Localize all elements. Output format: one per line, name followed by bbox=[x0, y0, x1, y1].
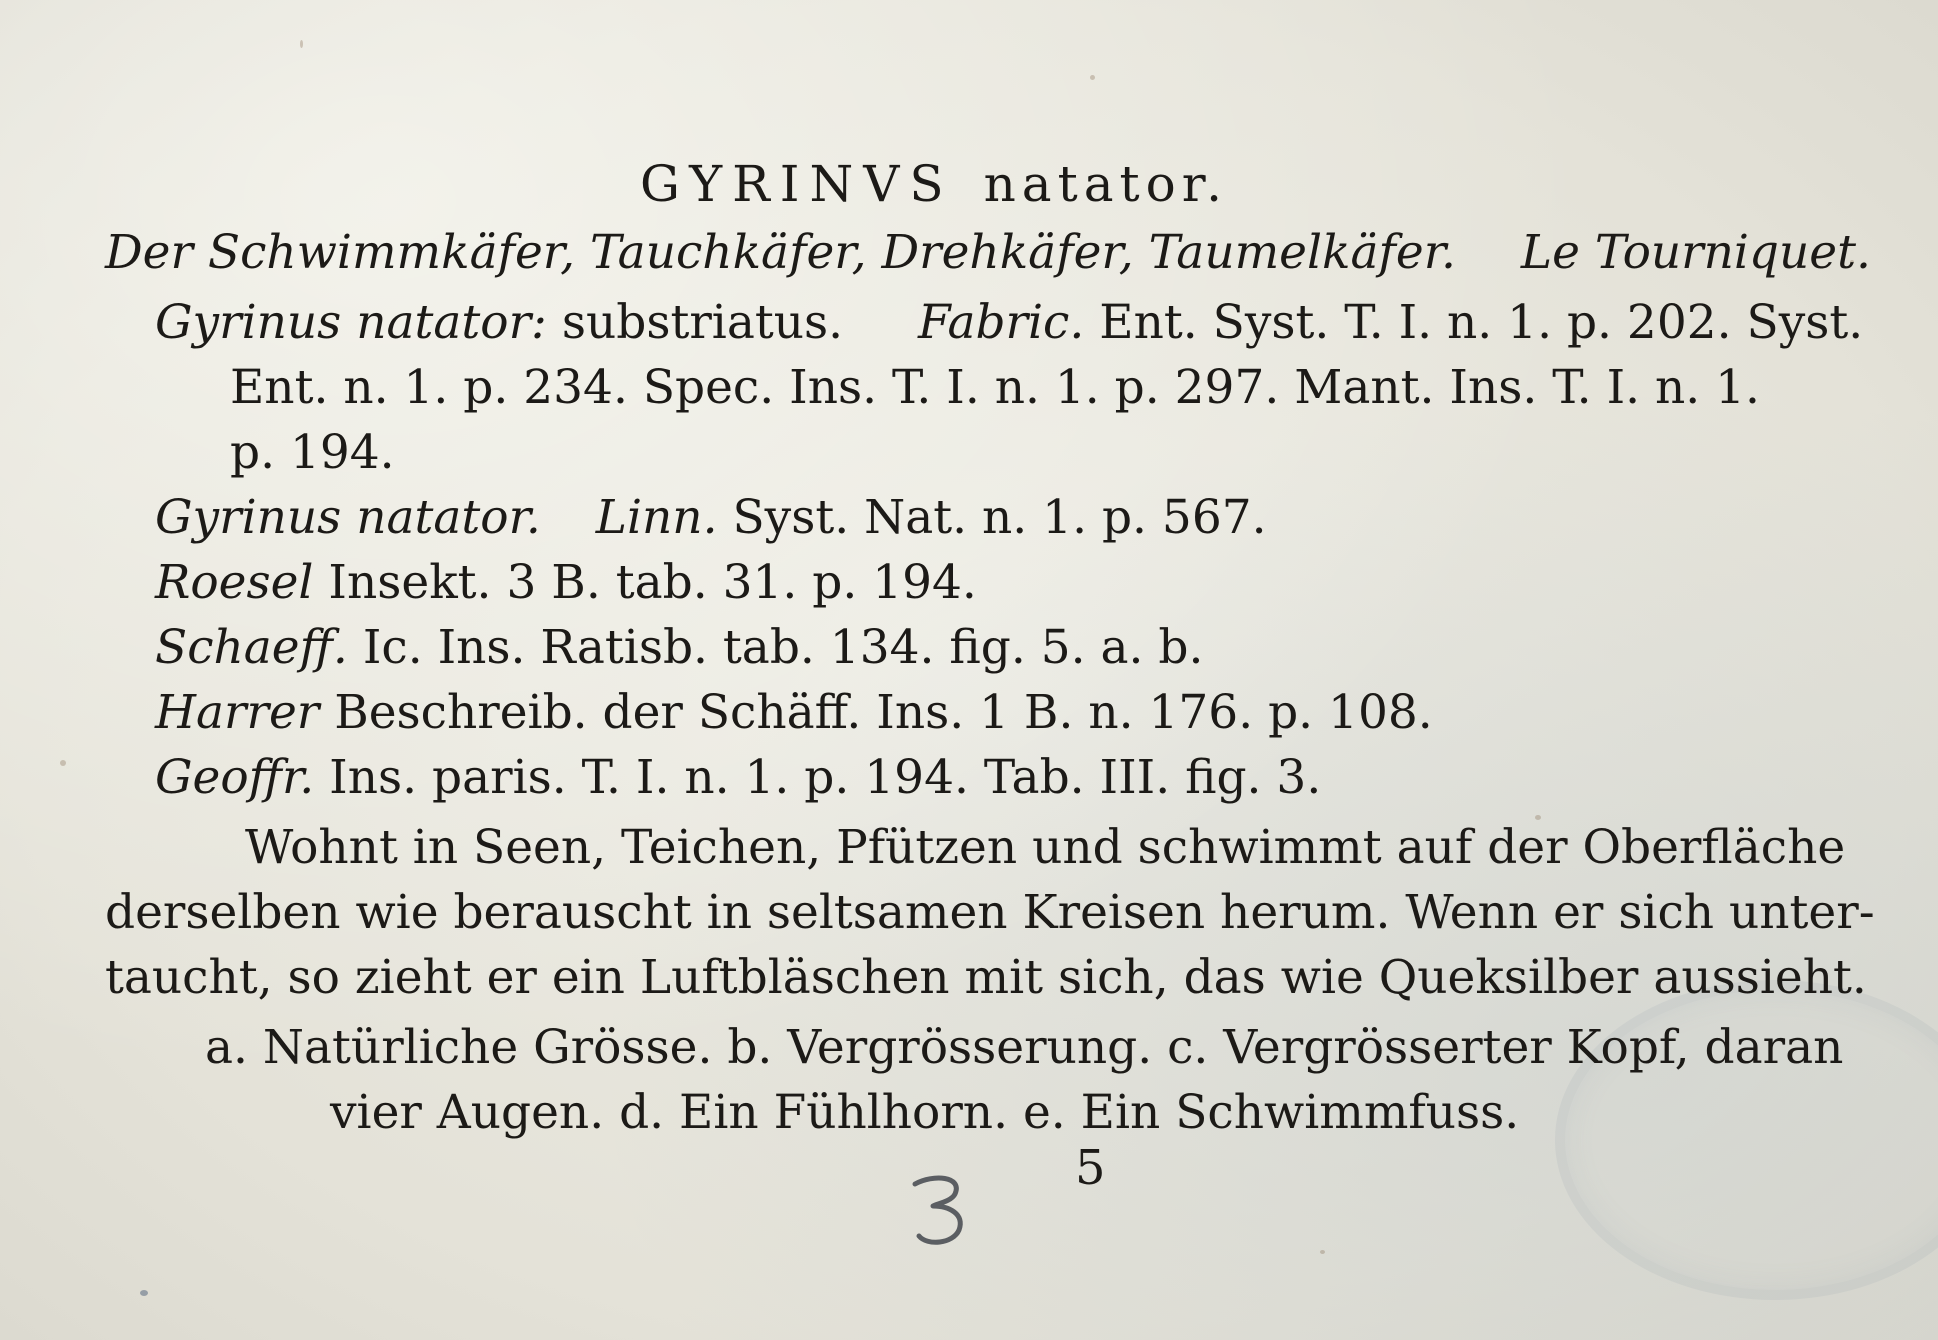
synonym-author: Harrer bbox=[155, 685, 320, 740]
synonymy-continuation: p. 194. bbox=[230, 425, 395, 480]
synonym-authority: Fabric. bbox=[918, 295, 1085, 350]
synonym-citation: Syst. Nat. n. 1. p. 567. bbox=[732, 490, 1267, 545]
synonymy-entry bbox=[155, 555, 977, 611]
description-line: taucht, so zieht er ein Luftbläschen mit sich, das wie Queksilber aussieht. bbox=[105, 950, 1867, 1005]
synonymy-entry bbox=[155, 295, 1863, 351]
genus-name: GYRINVS bbox=[640, 155, 954, 213]
paper-speck bbox=[1090, 75, 1095, 80]
synonymy-entry bbox=[155, 490, 1267, 546]
species-name: natator. bbox=[983, 155, 1229, 213]
pencil-handwritten-number bbox=[905, 1170, 985, 1250]
french-common-name: Le Tourniquet. bbox=[1520, 225, 1871, 280]
figure-legend-line: a. Natürliche Grösse. b. Vergrösserung. c. Vergrösserter Kopf, daran bbox=[205, 1020, 1844, 1075]
description-line: derselben wie berauscht in seltsamen Kreisen herum. Wenn er sich unter- bbox=[105, 885, 1875, 940]
synonym-citation: Insekt. 3 B. tab. 31. p. 194. bbox=[328, 555, 977, 610]
synonym-citation: Ent. Syst. T. I. n. 1. p. 202. Syst. bbox=[1099, 295, 1864, 350]
common-names-line bbox=[105, 225, 1871, 281]
species-title bbox=[640, 155, 1228, 213]
synonym-name: Gyrinus natator: bbox=[155, 295, 547, 350]
synonymy-entry bbox=[155, 620, 1203, 676]
paper-speck bbox=[300, 40, 303, 48]
german-common-names: Der Schwimmkäfer, Tauchkäfer, Drehkäfer, Taumelkäfer. bbox=[105, 225, 1456, 280]
synonym-author: Schaeff. bbox=[155, 620, 348, 675]
paper-speck bbox=[60, 760, 66, 766]
synonymy-entry bbox=[155, 750, 1321, 806]
figure-legend-line: vier Augen. d. Ein Fühlhorn. e. Ein Schwimmfuss. bbox=[330, 1085, 1520, 1140]
page-folio: 5 bbox=[1075, 1140, 1106, 1196]
synonymy-continuation: Ent. n. 1. p. 234. Spec. Ins. T. I. n. 1. p. 297. Mant. Ins. T. I. n. 1. bbox=[230, 360, 1761, 415]
synonymy-entry bbox=[155, 685, 1433, 741]
synonym-author: Geoffr. bbox=[155, 750, 315, 805]
paper-speck bbox=[140, 1290, 148, 1296]
synonym-name: Gyrinus natator. bbox=[155, 490, 541, 545]
synonym-citation: Ic. Ins. Ratisb. tab. 134. fig. 5. a. b. bbox=[362, 620, 1204, 675]
synonym-citation: Beschreib. der Schäff. Ins. 1 B. n. 176. p. 108. bbox=[334, 685, 1433, 740]
description-line: Wohnt in Seen, Teichen, Pfützen und schwimmt auf der Oberfläche bbox=[245, 820, 1846, 875]
synonym-author: Roesel bbox=[155, 555, 314, 610]
synonym-qualifier: substriatus. bbox=[561, 295, 844, 350]
paper-speck bbox=[1320, 1250, 1325, 1254]
synonym-authority: Linn. bbox=[595, 490, 718, 545]
synonym-citation: Ins. paris. T. I. n. 1. p. 194. Tab. III. fig. 3. bbox=[329, 750, 1322, 805]
